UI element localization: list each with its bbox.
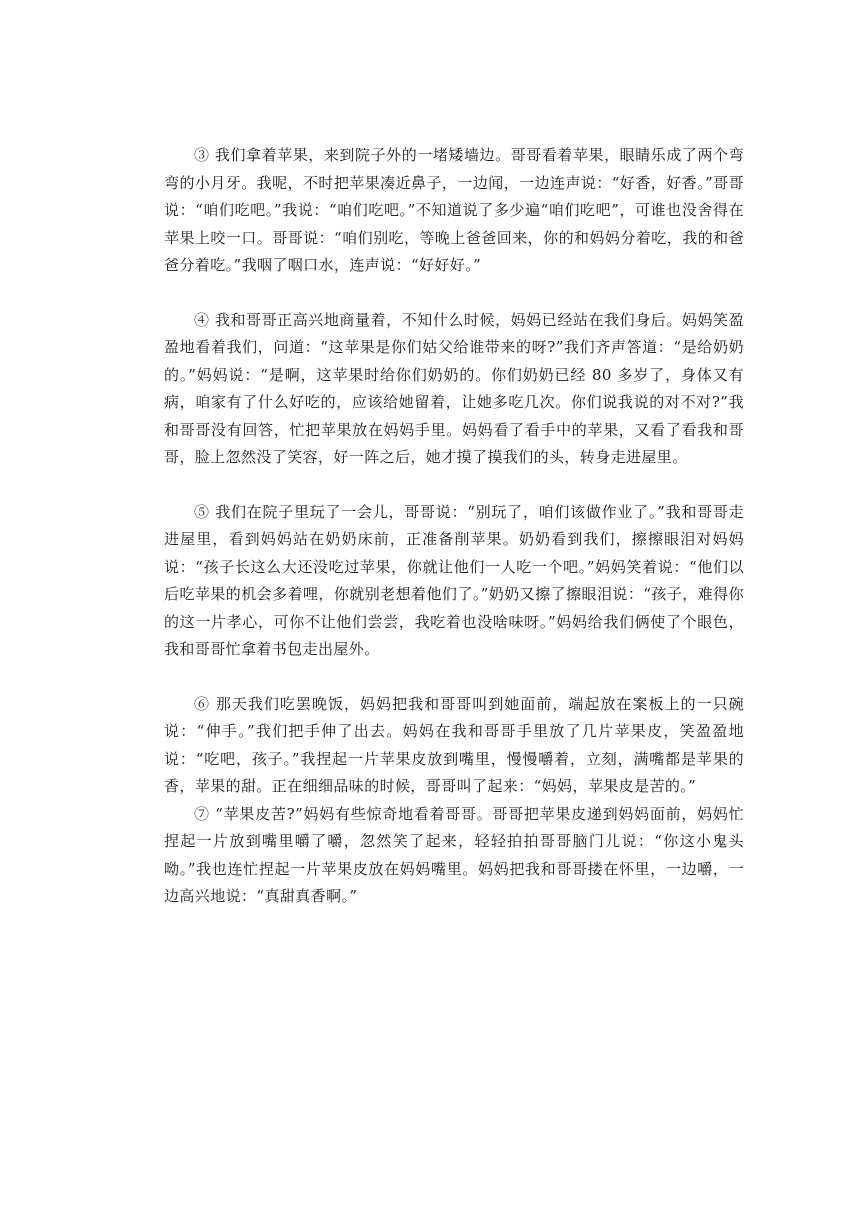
- paragraph-3: ③ 我们拿着苹果，来到院子外的一堵矮墙边。哥哥看着苹果，眼睛乐成了两个弯弯的小月牙。我呢，不时把苹果凑近鼻子，一边闻，一边连声说：“好香，好香。”哥哥说：“咱们吃吧。”我说：“咱们吃吧。”不知道说了多少遍“咱们吃吧”，可谁也没舍得在苹果上咬一口。哥哥说：“咱们别吃，等晚上爸爸回来，你的和妈妈分着吃，我的和爸爸分着吃。”我咽了咽口水，连声说：“好好好。”: [164, 146, 744, 274]
- paragraph-4: ④ 我和哥哥正高兴地商量着，不知什么时候，妈妈已经站在我们身后。妈妈笑盈盈地看着我们，问道：“这苹果是你们姑父给谁带来的呀?”我们齐声答道：“是给奶奶的。”妈妈说：“是啊，这苹果时给你们奶奶的。你们奶奶已经 80 多岁了，身体又有病，咱家有了什么好吃的，应该给她留着，让她多吃几次。你们说我说的对不对?”我和哥哥没有回答，忙把苹果放在妈妈手里。妈妈看了看手中的苹果，又看了看我和哥哥，脸上忽然没了笑容，好一阵之后，她才摸了摸我们的头，转身走进屋里。: [164, 310, 744, 466]
- paragraph-6: ⑥ 那天我们吃罢晚饭，妈妈把我和哥哥叫到她面前，端起放在案板上的一只碗说：“伸手。”我们把手伸了出去。妈妈在我和哥哥手里放了几片苹果皮，笑盈盈地说：“吃吧，孩子。”我捏起一片苹果皮放到嘴里，慢慢嚼着，立刻，满嘴都是苹果的香，苹果的甜。正在细细品味的时候，哥哥叫了起来：“妈妈，苹果皮是苦的。”: [164, 694, 744, 795]
- paragraph-gap: [164, 280, 744, 307]
- paragraph-5: ⑤ 我们在院子里玩了一会儿，哥哥说：“别玩了，咱们该做作业了。”我和哥哥走进屋里，看到妈妈站在奶奶床前，正准备削苹果。奶奶看到我们，擦擦眼泪对妈妈说：“孩子长这么大还没吃过苹果，你就让他们一人吃一个吧。”妈妈笑着说：“他们以后吃苹果的机会多着哩，你就别老想着他们了。”奶奶又擦了擦眼泪说：“孩子，难得你的这一片孝心，可你不让他们尝尝，我吃着也没啥味呀。”妈妈给我们俩使了个眼色，我和哥哥忙拿着书包走出屋外。: [164, 502, 744, 658]
- paragraph-gap: [164, 664, 744, 691]
- paragraph-7: ⑦ “苹果皮苦?”妈妈有些惊奇地看着哥哥。哥哥把苹果皮递到妈妈面前，妈妈忙捏起一片放到嘴里嚼了嚼，忽然笑了起来，轻轻拍拍哥哥脑门儿说：“你这小鬼头呦。”我也连忙捏起一片苹果皮放在妈妈嘴里。妈妈把我和哥哥搂在怀里，一边嚼，一边高兴地说：“真甜真香啊。”: [164, 804, 744, 905]
- document-page: [164, 142, 744, 911]
- paragraph-gap: [164, 472, 744, 499]
